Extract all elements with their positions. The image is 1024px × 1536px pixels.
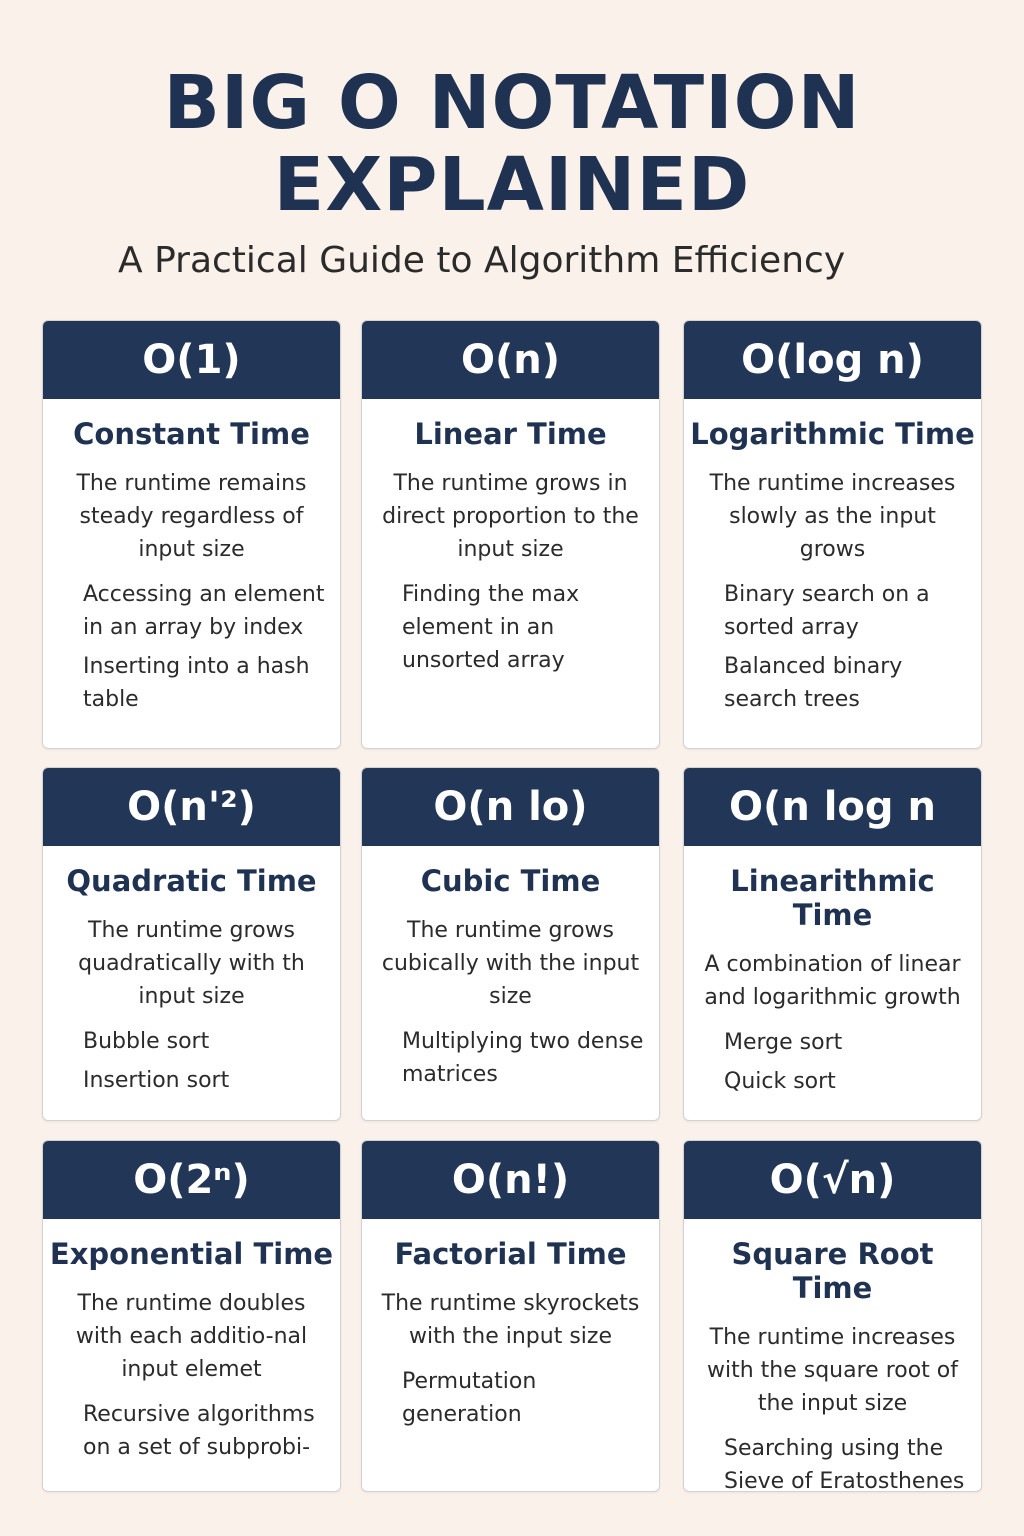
card-linear-time — [361, 320, 660, 749]
card-name: Linear Time — [414, 417, 607, 451]
card-description: The runtime remains steady regardless of input size — [76, 471, 307, 562]
card-name: Quadratic Time — [66, 864, 317, 898]
card-exponential-time — [42, 1140, 341, 1492]
card-name: Factorial Time — [394, 1237, 627, 1271]
card-example: Searching using the Sieve of Eratosthenes — [724, 1436, 965, 1492]
card-name: Cubic Time — [420, 864, 601, 898]
card-notation: O(n) — [362, 321, 659, 399]
card-description: A combination of linear and logarithmic growth — [704, 952, 961, 1010]
card-name: Constant Time — [73, 417, 310, 451]
card-linearithmic-time — [683, 767, 982, 1121]
card-constant-time — [42, 320, 341, 749]
card-description: The runtime grows cubically with the input size — [381, 918, 640, 1009]
page-title: BIG O NOTATION EXPLAINED — [163, 60, 861, 228]
card-description: The runtime grows in direct proportion to the input size — [382, 471, 639, 562]
card-notation: O(1) — [43, 321, 340, 399]
card-notation: O(n'²) — [43, 768, 340, 846]
card-logarithmic-time — [683, 320, 982, 749]
card-name: Logarithmic Time — [690, 417, 975, 451]
card-cubic-time — [361, 767, 660, 1121]
card-factorial-time — [361, 1140, 660, 1492]
card-description: The runtime skyrockets with the input size — [381, 1291, 640, 1349]
card-name: Exponential Time — [49, 1237, 334, 1271]
card-example: Binary search on a sorted array — [724, 582, 930, 640]
card-example: Balanced binary search trees — [724, 654, 903, 712]
card-example: Accessing an element in an array by index — [83, 582, 325, 640]
card-name: Linearithmic Time — [730, 864, 935, 932]
card-example: Recursive algorithms on a set of subprobi- — [83, 1402, 315, 1460]
card-example: Finding the max element in an unsorted array — [402, 582, 580, 673]
card-description: The runtime increases with the square root of the input size — [706, 1325, 958, 1416]
card-notation: O(n log n — [684, 768, 981, 846]
card-notation: O(n!) — [362, 1141, 659, 1219]
card-notation: O(√n) — [684, 1141, 981, 1219]
card-description: The runtime grows quadratically with th input size — [78, 918, 305, 1009]
card-quadratic-time — [42, 767, 341, 1121]
card-square-root-time — [683, 1140, 982, 1492]
card-notation: O(log n) — [684, 321, 981, 399]
card-example: Multiplying two dense matrices — [402, 1029, 644, 1087]
card-name: Square Root Time — [731, 1237, 934, 1305]
card-example: Permutation generation — [402, 1369, 537, 1427]
card-example: Inserting into a hash table — [83, 654, 310, 712]
page-subtitle: A Practical Guide to Algorithm Efficiency — [118, 240, 846, 281]
card-notation: O(2ⁿ) — [43, 1141, 340, 1219]
card-example: Bubble sort — [83, 1029, 210, 1054]
card-example: Insertion sort — [83, 1068, 230, 1093]
card-notation: O(n lo) — [362, 768, 659, 846]
card-example: Quick sort — [724, 1069, 836, 1094]
card-description: The runtime doubles with each additio-nal input elemet — [75, 1291, 308, 1382]
card-example: Merge sort — [724, 1030, 843, 1055]
card-description: The runtime increases slowly as the input grows — [709, 471, 956, 562]
